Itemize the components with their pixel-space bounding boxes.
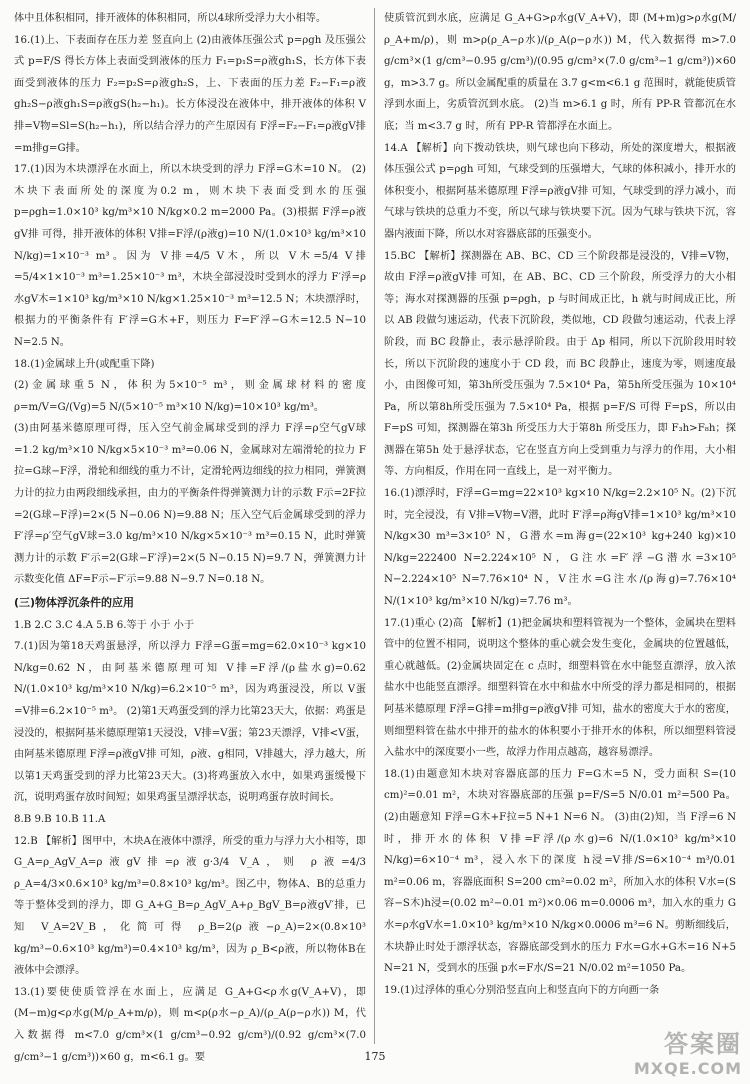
answer-18-1: 18.(1)金属球上升(或配重下降) — [14, 358, 155, 370]
answer-17: 17.(1)重心 (2)高 【解析】(1)把金属块和塑料管视为一个整体，金属块在塑料管中的位置不相同，说明这个整体的重心就会发生变化，金属块的位置越低，重心就越低。(2)金属块固定在 c 点时，细塑料管在水中能竖直漂浮，放入浓盐水中也能竖直漂浮。细塑料管在水中和盐水中所受的浮力都是相同的，根据阿基米德原理 F浮=G排=m排g=ρ液gV排 可知，盐水的密度大于水的密度，则细塑料管在盐水中排开的盐水的体积要小于排开水的体积，所以细塑料管浸入盐水中的深度要小一些，故浮力作用点越高，越容易漂浮。 — [384, 617, 736, 759]
page-number: 175 — [364, 1050, 386, 1063]
answer-13-cont: 使质管沉到水底，应满足 G_A+G>ρ水g(V_A+V)，即 (M+m)g>ρ水g(M/ρ_A+m/ρ)，则 m>ρ(ρ_A−ρ水)/(ρ_A(ρ−ρ水)) M，代入数据得 m>7.0 g/cm³×(1 g/cm³−0.95 g/cm³)/(0.95 g/cm³×(7.0 g/cm³−1 g/cm³))×60 g，m>3.7 g。所以金属配重的质量在 3.7 g<m<6.1 g 范围时，就能使质管浮到水面上，劣质管沉到水底。 (2)当 m>6.1 g 时，所有 PP-R 管都沉在水底；当 m<3.7 g 时，所有 PP-R 管都浮在水面上。 — [384, 13, 736, 132]
answer-17: 17.(1)因为木块漂浮在水面上，所以木块受到的浮力 F浮=G木=10 N。 (2)木块下表面所处的深度为0.2 m，则木块下表面受到水的压强 p=ρgh=1.0×10³ kg/m³×10 N/kg×0.2 m=2000 Pa。(3)根据 F浮=ρ液gV排 可得，排开液体的体积 V排=F浮/(ρ液g)=10 N/(1.0×10³ kg/m³×10 N/kg)=1×10⁻³ m³。因为 V排=4/5 V木，所以 V木=5/4 V排=5/4×1×10⁻³ m³=1.25×10⁻³ m³，木块全部浸没时受到水的浮力 F′浮=ρ水gV木=1×10³ kg/m³×10 N/kg×1.25×10⁻³ m³=12.5 N；木块漂浮时，根据力的平衡条件有 F′浮=G木+F，则压力 F=F′浮−G木=12.5 N−10 N=2.5 N。 — [14, 164, 366, 348]
answer-1-6: 1.B 2.C 3.C 4.A 5.B 6.等于 小于 小于 — [14, 619, 195, 631]
section-heading: (三)物体浮沉条件的应用 — [14, 596, 135, 610]
answer-16: 16.(1)上、下表面存在压力差 竖直向上 (2)由液体压强公式 p=ρgh 及压强公式 p=F/S 得长方体上表面受到液体的压力 F₁=p₁S=ρ液gh₁S，长方体下表面受到液体的压力 F₂=p₂S=ρ液gh₂S，上、下表面的压力差 F₂−F₁=ρ液gh₂S−ρ液gh₁S=ρ液gS(h₂−h₁)。长方体浸没在液体中，排开液体的体积 V排=V物=Sl=S(h₂−h₁)，所以结合浮力的产生原因有 F浮=F₂−F₁=ρ液gV排=m排g=G排。 — [14, 34, 366, 154]
watermark-top: 答案圈 — [664, 1030, 742, 1058]
answer-13: 13.(1)要使使质管浮在水面上，应满足 G_A+G<ρ水g(V_A+V)，即 (M−m)g<ρ水g(M/ρ_A+m/ρ)，则 m<ρ(ρ水−ρ_A)/(ρ_A(ρ−ρ水)) M，代入数据得 m<7.0 g/cm³×(1 g/cm³−0.92 g/cm³)/(0.92 g/cm³×(7.0 g/cm³−1 g/cm³))×60 g，m<6.1 g。要 — [14, 986, 366, 1063]
answer-12: 12.B 【解析】图甲中，木块A在液体中漂浮，所受的重力与浮力大小相等，即 G_A=ρ_AgV_A=ρ液gV排=ρ液g·3/4 V_A，则 ρ液=4/3 ρ_A=4/3×0.6×10³ kg/m³=0.8×10³ kg/m³。图乙中，物体A、B的总重力等于整体受到的浮力，即 G_A+G_B=ρ_AgV_A+ρ_BgV_B=ρ液gV′排，已知 V_A=2V_B，化简可得 ρ_B=2(ρ液−ρ_A)=2×(0.8×10³ kg/m³−0.6×10³ kg/m³)=0.4×10³ kg/m³，因为 ρ_B<ρ液，所以物体B在液体中会漂浮。 — [14, 835, 366, 977]
answer-14: 14.A 【解析】向下拨动铁块，则气球也向下移动，所处的深度增大，根据液体压强公式 p=ρgh 可知，气球受到的压强增大，气球的体积减小，排开水的体积变小，根据阿基米德原理 F浮=ρ液gV排 可知，气球受到的浮力减小，而气球与铁块的总重力不变，所以气球与铁块要下沉。因为气球与铁块下沉，容器内液面下降，所以水对容器底部的压强变小。 — [384, 142, 736, 240]
answer-7: 7.(1)因为第18天鸡蛋悬浮，所以浮力 F浮=G蛋=mg=62.0×10⁻³ kg×10 N/kg=0.62 N，由阿基米德原理可知 V排=F浮/(ρ盐水g)=0.62 N/(1.0×10³ kg/m³×10 N/kg)=6.2×10⁻⁵ m³，因为鸡蛋浸没，所以 V蛋=V排=6.2×10⁻⁵ m³。 (2)第1天鸡蛋受到的浮力比第23天大，依据：鸡蛋是浸没的，根据阿基米德原理第1天浸没，V排=V蛋；第23天漂浮，V排<V蛋，由阿基米德原理 F浮=ρ液gV排 可知，ρ液、g相同，V排越大，浮力越大，所以第1天鸡蛋受到的浮力比第23天大。(3)将鸡蛋放入水中，如果鸡蛋缓慢下沉，说明鸡蛋存放时间短；如果鸡蛋呈漂浮状态，说明鸡蛋存放时间长。 — [14, 641, 366, 804]
answer-16: 16.(1)漂浮时，F浮=G=mg=22×10³ kg×10 N/kg=2.2×10⁵ N。(2)下沉时，完全浸没，有 V排=V物=V潜，此时 F′浮=ρ海gV排=1×10³ kg/m³×10 N/kg×30 m³=3×10⁵ N，G潜水=m海g=(22×10³ kg+240 kg)×10 N/kg=222400 N=2.224×10⁵ N，G注水=F′浮−G潜水=3×10⁵ N−2.224×10⁵ N=7.76×10⁴ N，V注水=G注水/(ρ海g)=7.76×10⁴ N/(1×10³ kg/m³×10 N/kg)=7.76 m³。 — [384, 488, 736, 608]
column-divider — [374, 8, 375, 1044]
answer-19: 19.(1)过浮体的重心分别沿竖直向上和竖直向下的方向画一条 — [384, 984, 660, 996]
answer-18-2: (2)金属球重5 N，体积为5×10⁻⁵ m³，则金属球材料的密度 ρ=m/V=G/(Vg)=5 N/(5×10⁻⁵ m³×10 N/kg)=10×10³ kg/m³。 — [14, 380, 366, 413]
answer-8-11: 8.B 9.B 10.B 11.A — [14, 813, 106, 825]
right-column — [384, 8, 736, 1048]
watermark-bottom: MXQE.COM — [633, 1059, 742, 1078]
watermark — [634, 1024, 742, 1078]
answer-18-3: (3)由阿基米德原理可得，压入空气前金属球受到的浮力 F浮=ρ空气gV球=1.2 kg/m³×10 N/kg×5×10⁻³ m³=0.06 N，金属球对左端滑轮的拉力 F拉=G球−F浮，滑轮和细线的重力不计，定滑轮两边细线的拉力相同，弹簧测力计的拉力由两段细线承担，由力的平衡条件得弹簧测力计的示数 F示=2F拉=2(G球−F浮)=2×(5 N−0.06 N)=9.88 N；压入空气后金属球受到的浮力 F′浮=ρ′空气gV球=3.0 kg/m³×10 N/kg×5×10⁻³ m³=0.15 N，此时弹簧测力计的示数 F′示=2(G球−F′浮)=2×(5 N−0.15 N)=9.7 N，弹簧测力计示数变化值 ΔF=F示−F′示=9.88 N−9.7 N=0.18 N。 — [14, 423, 366, 586]
answer-15: 15.BC 【解析】探测器在 AB、BC、CD 三个阶段都是浸没的，V排=V物，故由 F浮=ρ液gV排 可知，在 AB、BC、CD 三个阶段，所受浮力的大小相等；海水对探测器的压强 p=ρgh，p 与时间成正比，h 就与时间成正比，所以 AB 段做匀速运动，代表下沉阶段，类似地，CD 段做匀速运动，代表上浮阶段，而 BC 段静止，表示悬浮阶段。由于 Δp 相同，所以下沉阶段用时较长，所以下沉阶段的速度小于 CD 段，而 BC 段静止，速度为零，则速度最小，由图像可知，第3h所受压强为 7.5×10⁴ Pa，第5h所受压强为 10×10⁴ Pa，所以第8h所受压强为 7.5×10⁴ Pa，根据 p=F/S 可得 F=pS，所以由 F=pS 可知，探测器在第3h 所受压力大于第8h 所受压力，即 F₃h>F₈h；探测器在第5h 处于悬浮状态，它在竖直方向上受到重力与浮力的作用，大小相等、方向相反，作用在同一直线上，是一对平衡力。 — [384, 250, 736, 478]
left-column — [14, 8, 366, 1063]
answer-para: 体中且体积相同，排开液体的体积相同，所以4球所受浮力大小相等。 — [14, 13, 327, 24]
answer-18: 18.(1)由题意知木块对容器底部的压力 F=G木=5 N，受力面积 S=(10 cm)²=0.01 m²，木块对容器底部的压强 p=F/S=5 N/0.01 m²=500 Pa。 (2)由题意知 F浮=G木+F拉=5 N+1 N=6 N。 (3)由(2)知，当 F浮=6 N 时，排开水的体积 V排=F浮/(ρ水g)=6 N/(1.0×10³ kg/m³×10 N/kg)=6×10⁻⁴ m³，浸入水下的深度 h浸=V排/S=6×10⁻⁴ m³/0.01 m²=0.06 m，容器底面积 S=200 cm²=0.02 m²，所加入水的体积 V水=(S容−S木)h浸=(0.02 m²−0.01 m²)×0.06 m=0.0006 m³，加入水的重力 G水=ρ水gV水=1.0×10³ kg/m³×10 N/kg×0.0006 m³=6 N。剪断细线后，木块静止时处于漂浮状态，容器底部受到水的压力 F水=G水+G木=16 N+5 N=21 N，受到水的压强 p水=F水/S=21 N/0.02 m²=1050 Pa。 — [384, 768, 736, 975]
